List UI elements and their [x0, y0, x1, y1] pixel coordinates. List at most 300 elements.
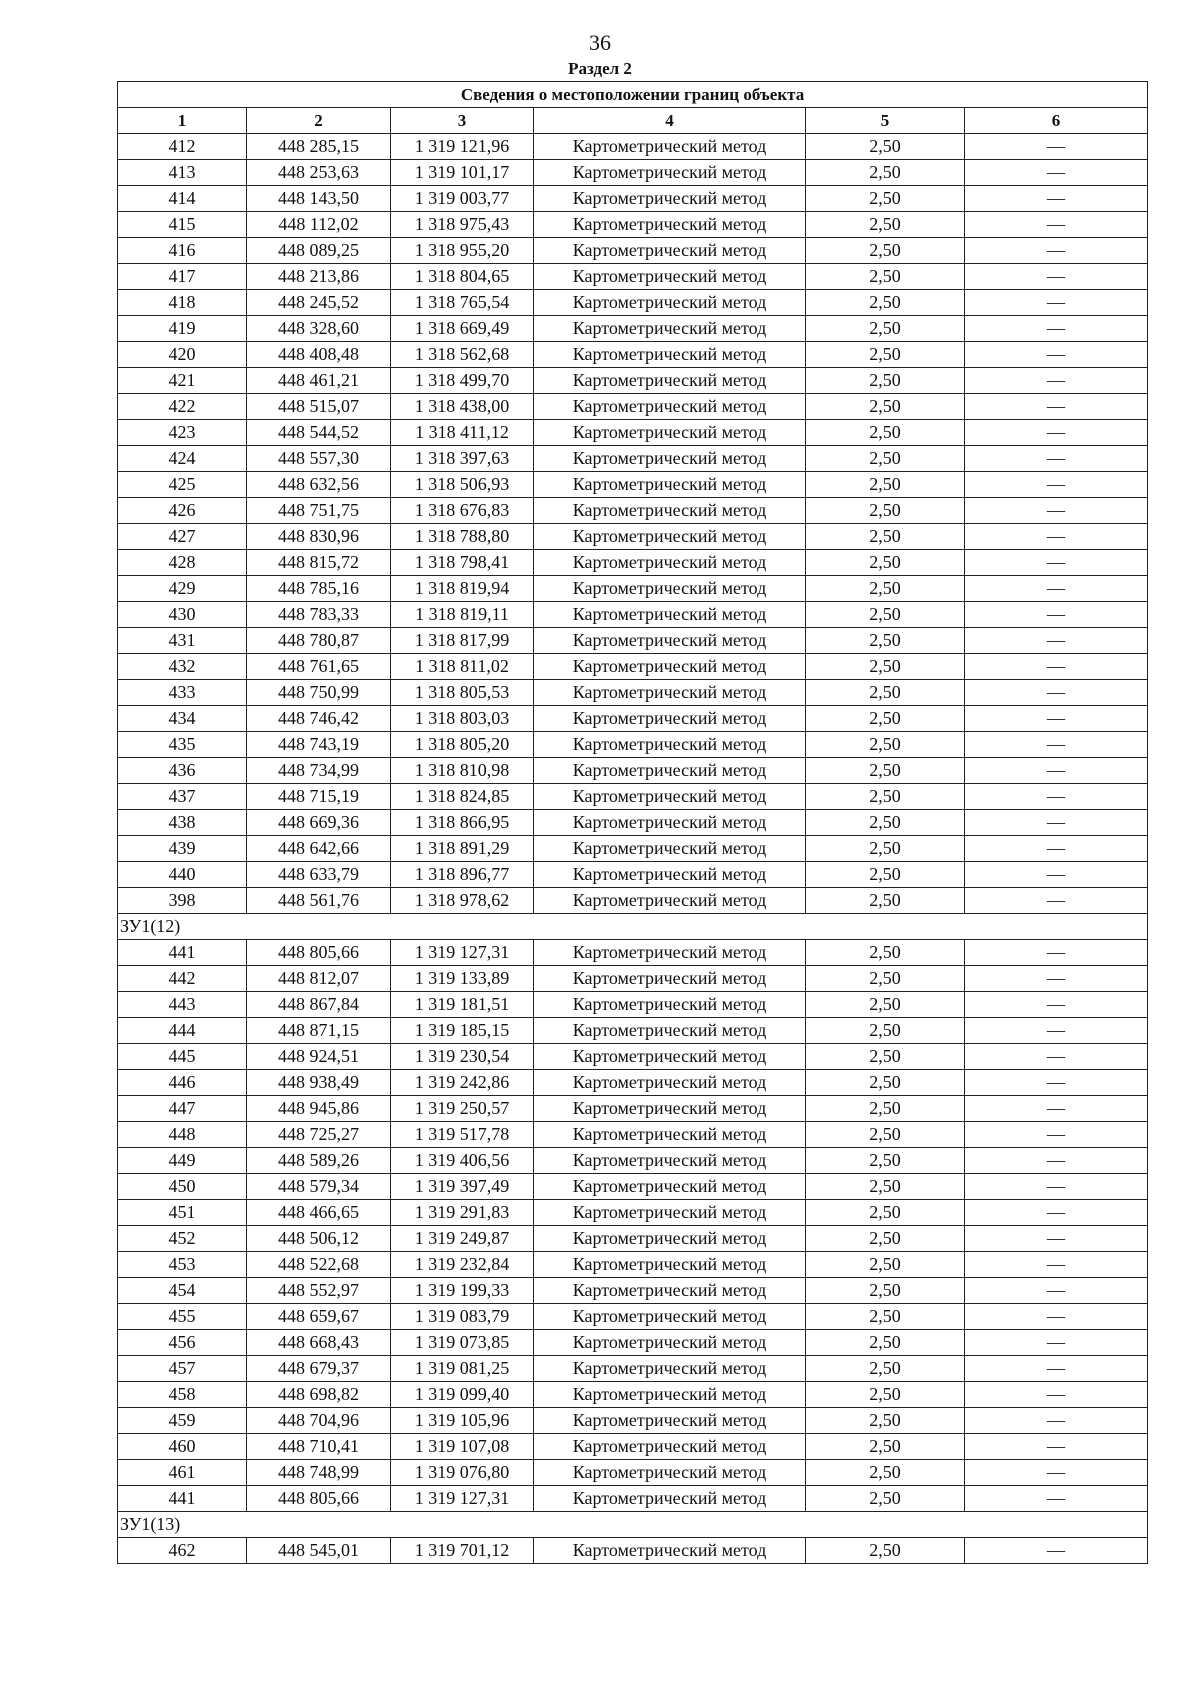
description-cell: — — [965, 758, 1148, 784]
description-cell: — — [965, 316, 1148, 342]
x-coordinate-cell: 448 945,86 — [247, 1096, 391, 1122]
page-number: 36 — [589, 30, 611, 55]
table-row — [118, 1200, 1148, 1226]
column-header: 4 — [534, 108, 806, 134]
x-coordinate-cell: 448 544,52 — [247, 420, 391, 446]
group-row — [118, 1512, 1148, 1538]
point-number-cell: 413 — [118, 160, 247, 186]
point-number-cell: 427 — [118, 524, 247, 550]
description-cell: — — [965, 862, 1148, 888]
method-cell: Картометрический метод — [534, 940, 806, 966]
point-number-cell: 422 — [118, 394, 247, 420]
method-cell: Картометрический метод — [534, 1486, 806, 1512]
table-row — [118, 342, 1148, 368]
y-coordinate-cell: 1 318 896,77 — [391, 862, 534, 888]
point-number-cell: 447 — [118, 1096, 247, 1122]
description-cell: — — [965, 160, 1148, 186]
x-coordinate-cell: 448 805,66 — [247, 1486, 391, 1512]
point-number-cell: 454 — [118, 1278, 247, 1304]
description-cell: — — [965, 238, 1148, 264]
y-coordinate-cell: 1 319 127,31 — [391, 1486, 534, 1512]
y-coordinate-cell: 1 319 083,79 — [391, 1304, 534, 1330]
y-coordinate-cell: 1 319 181,51 — [391, 992, 534, 1018]
method-cell: Картометрический метод — [534, 186, 806, 212]
accuracy-cell: 2,50 — [806, 420, 965, 446]
accuracy-cell: 2,50 — [806, 524, 965, 550]
description-cell: — — [965, 1044, 1148, 1070]
description-cell: — — [965, 1382, 1148, 1408]
accuracy-cell: 2,50 — [806, 186, 965, 212]
accuracy-cell: 2,50 — [806, 706, 965, 732]
method-cell: Картометрический метод — [534, 706, 806, 732]
method-cell: Картометрический метод — [534, 524, 806, 550]
description-cell: — — [965, 1070, 1148, 1096]
y-coordinate-cell: 1 318 397,63 — [391, 446, 534, 472]
table-row — [118, 420, 1148, 446]
x-coordinate-cell: 448 213,86 — [247, 264, 391, 290]
y-coordinate-cell: 1 319 230,54 — [391, 1044, 534, 1070]
x-coordinate-cell: 448 924,51 — [247, 1044, 391, 1070]
accuracy-cell: 2,50 — [806, 732, 965, 758]
column-number-row — [118, 108, 1148, 134]
column-header: 2 — [247, 108, 391, 134]
y-coordinate-cell: 1 319 133,89 — [391, 966, 534, 992]
y-coordinate-cell: 1 319 101,17 — [391, 160, 534, 186]
method-cell: Картометрический метод — [534, 420, 806, 446]
y-coordinate-cell: 1 318 438,00 — [391, 394, 534, 420]
y-coordinate-cell: 1 318 866,95 — [391, 810, 534, 836]
method-cell: Картометрический метод — [534, 1044, 806, 1070]
y-coordinate-cell: 1 318 891,29 — [391, 836, 534, 862]
table-caption: Сведения о местоположении границ объекта — [118, 82, 1148, 108]
method-cell: Картометрический метод — [534, 1538, 806, 1564]
x-coordinate-cell: 448 589,26 — [247, 1148, 391, 1174]
description-cell: — — [965, 1304, 1148, 1330]
method-cell: Картометрический метод — [534, 446, 806, 472]
accuracy-cell: 2,50 — [806, 1330, 965, 1356]
description-cell: — — [965, 654, 1148, 680]
point-number-cell: 430 — [118, 602, 247, 628]
x-coordinate-cell: 448 698,82 — [247, 1382, 391, 1408]
table-row — [118, 680, 1148, 706]
x-coordinate-cell: 448 659,67 — [247, 1304, 391, 1330]
point-number-cell: 452 — [118, 1226, 247, 1252]
y-coordinate-cell: 1 318 798,41 — [391, 550, 534, 576]
description-cell: — — [965, 134, 1148, 160]
point-number-cell: 428 — [118, 550, 247, 576]
y-coordinate-cell: 1 319 105,96 — [391, 1408, 534, 1434]
description-cell: — — [965, 1408, 1148, 1434]
point-number-cell: 398 — [118, 888, 247, 914]
table-row — [118, 576, 1148, 602]
point-number-cell: 451 — [118, 1200, 247, 1226]
description-cell: — — [965, 1330, 1148, 1356]
y-coordinate-cell: 1 318 805,20 — [391, 732, 534, 758]
accuracy-cell: 2,50 — [806, 628, 965, 654]
description-cell: — — [965, 394, 1148, 420]
method-cell: Картометрический метод — [534, 394, 806, 420]
table-row — [118, 654, 1148, 680]
point-number-cell: 450 — [118, 1174, 247, 1200]
point-number-cell: 456 — [118, 1330, 247, 1356]
point-number-cell: 425 — [118, 472, 247, 498]
point-number-cell: 418 — [118, 290, 247, 316]
table-row — [118, 186, 1148, 212]
accuracy-cell: 2,50 — [806, 888, 965, 914]
method-cell: Картометрический метод — [534, 1174, 806, 1200]
x-coordinate-cell: 448 748,99 — [247, 1460, 391, 1486]
method-cell: Картометрический метод — [534, 212, 806, 238]
y-coordinate-cell: 1 318 803,03 — [391, 706, 534, 732]
point-number-cell: 423 — [118, 420, 247, 446]
accuracy-cell: 2,50 — [806, 758, 965, 784]
table-row — [118, 628, 1148, 654]
x-coordinate-cell: 448 506,12 — [247, 1226, 391, 1252]
method-cell: Картометрический метод — [534, 550, 806, 576]
point-number-cell: 419 — [118, 316, 247, 342]
table-row — [118, 212, 1148, 238]
description-cell: — — [965, 628, 1148, 654]
method-cell: Картометрический метод — [534, 836, 806, 862]
description-cell: — — [965, 1460, 1148, 1486]
description-cell: — — [965, 1434, 1148, 1460]
y-coordinate-cell: 1 319 242,86 — [391, 1070, 534, 1096]
table-row — [118, 1538, 1148, 1564]
method-cell: Картометрический метод — [534, 1304, 806, 1330]
point-number-cell: 446 — [118, 1070, 247, 1096]
table-row — [118, 1278, 1148, 1304]
y-coordinate-cell: 1 319 127,31 — [391, 940, 534, 966]
description-cell: — — [965, 602, 1148, 628]
point-number-cell: 421 — [118, 368, 247, 394]
x-coordinate-cell: 448 579,34 — [247, 1174, 391, 1200]
table-row — [118, 1070, 1148, 1096]
x-coordinate-cell: 448 812,07 — [247, 966, 391, 992]
point-number-cell: 462 — [118, 1538, 247, 1564]
table-row — [118, 1018, 1148, 1044]
method-cell: Картометрический метод — [534, 134, 806, 160]
point-number-cell: 426 — [118, 498, 247, 524]
y-coordinate-cell: 1 319 199,33 — [391, 1278, 534, 1304]
method-cell: Картометрический метод — [534, 784, 806, 810]
y-coordinate-cell: 1 319 076,80 — [391, 1460, 534, 1486]
point-number-cell: 449 — [118, 1148, 247, 1174]
y-coordinate-cell: 1 319 291,83 — [391, 1200, 534, 1226]
accuracy-cell: 2,50 — [806, 1356, 965, 1382]
point-number-cell: 416 — [118, 238, 247, 264]
accuracy-cell: 2,50 — [806, 836, 965, 862]
y-coordinate-cell: 1 318 765,54 — [391, 290, 534, 316]
table-row — [118, 498, 1148, 524]
accuracy-cell: 2,50 — [806, 238, 965, 264]
table-row — [118, 368, 1148, 394]
column-header: 6 — [965, 108, 1148, 134]
x-coordinate-cell: 448 408,48 — [247, 342, 391, 368]
method-cell: Картометрический метод — [534, 862, 806, 888]
method-cell: Картометрический метод — [534, 472, 806, 498]
method-cell: Картометрический метод — [534, 1382, 806, 1408]
description-cell: — — [965, 732, 1148, 758]
method-cell: Картометрический метод — [534, 368, 806, 394]
method-cell: Картометрический метод — [534, 810, 806, 836]
x-coordinate-cell: 448 867,84 — [247, 992, 391, 1018]
table-row — [118, 134, 1148, 160]
y-coordinate-cell: 1 318 804,65 — [391, 264, 534, 290]
accuracy-cell: 2,50 — [806, 1408, 965, 1434]
x-coordinate-cell: 448 785,16 — [247, 576, 391, 602]
table-row — [118, 550, 1148, 576]
method-cell: Картометрический метод — [534, 966, 806, 992]
x-coordinate-cell: 448 561,76 — [247, 888, 391, 914]
point-number-cell: 444 — [118, 1018, 247, 1044]
description-cell: — — [965, 966, 1148, 992]
table-row — [118, 1226, 1148, 1252]
x-coordinate-cell: 448 285,15 — [247, 134, 391, 160]
description-cell: — — [965, 576, 1148, 602]
table-row — [118, 810, 1148, 836]
y-coordinate-cell: 1 319 397,49 — [391, 1174, 534, 1200]
accuracy-cell: 2,50 — [806, 654, 965, 680]
method-cell: Картометрический метод — [534, 1252, 806, 1278]
table-row — [118, 238, 1148, 264]
accuracy-cell: 2,50 — [806, 1538, 965, 1564]
x-coordinate-cell: 448 466,65 — [247, 1200, 391, 1226]
method-cell: Картометрический метод — [534, 1356, 806, 1382]
table-row — [118, 524, 1148, 550]
y-coordinate-cell: 1 319 107,08 — [391, 1434, 534, 1460]
description-cell: — — [965, 1252, 1148, 1278]
method-cell: Картометрический метод — [534, 1070, 806, 1096]
method-cell: Картометрический метод — [534, 1278, 806, 1304]
y-coordinate-cell: 1 319 249,87 — [391, 1226, 534, 1252]
accuracy-cell: 2,50 — [806, 316, 965, 342]
method-cell: Картометрический метод — [534, 628, 806, 654]
table-row — [118, 1382, 1148, 1408]
method-cell: Картометрический метод — [534, 498, 806, 524]
accuracy-cell: 2,50 — [806, 784, 965, 810]
accuracy-cell: 2,50 — [806, 1174, 965, 1200]
method-cell: Картометрический метод — [534, 888, 806, 914]
table-body — [118, 134, 1148, 1564]
table-row — [118, 888, 1148, 914]
y-coordinate-cell: 1 318 810,98 — [391, 758, 534, 784]
table-row — [118, 862, 1148, 888]
table-row — [118, 160, 1148, 186]
column-header: 1 — [118, 108, 247, 134]
point-number-cell: 429 — [118, 576, 247, 602]
point-number-cell: 459 — [118, 1408, 247, 1434]
x-coordinate-cell: 448 761,65 — [247, 654, 391, 680]
accuracy-cell: 2,50 — [806, 1382, 965, 1408]
description-cell: — — [965, 186, 1148, 212]
x-coordinate-cell: 448 938,49 — [247, 1070, 391, 1096]
x-coordinate-cell: 448 734,99 — [247, 758, 391, 784]
description-cell: — — [965, 420, 1148, 446]
accuracy-cell: 2,50 — [806, 1122, 965, 1148]
x-coordinate-cell: 448 632,56 — [247, 472, 391, 498]
x-coordinate-cell: 448 545,01 — [247, 1538, 391, 1564]
method-cell: Картометрический метод — [534, 758, 806, 784]
x-coordinate-cell: 448 783,33 — [247, 602, 391, 628]
table-row — [118, 992, 1148, 1018]
description-cell: — — [965, 1096, 1148, 1122]
section-title: Раздел 2 — [568, 59, 632, 78]
y-coordinate-cell: 1 319 232,84 — [391, 1252, 534, 1278]
description-cell: — — [965, 264, 1148, 290]
point-number-cell: 442 — [118, 966, 247, 992]
y-coordinate-cell: 1 318 819,11 — [391, 602, 534, 628]
accuracy-cell: 2,50 — [806, 992, 965, 1018]
point-number-cell: 439 — [118, 836, 247, 862]
table-row — [118, 1044, 1148, 1070]
y-coordinate-cell: 1 318 499,70 — [391, 368, 534, 394]
y-coordinate-cell: 1 318 805,53 — [391, 680, 534, 706]
table-row — [118, 472, 1148, 498]
table-row — [118, 1096, 1148, 1122]
table-row — [118, 316, 1148, 342]
y-coordinate-cell: 1 319 701,12 — [391, 1538, 534, 1564]
point-number-cell: 453 — [118, 1252, 247, 1278]
y-coordinate-cell: 1 318 824,85 — [391, 784, 534, 810]
method-cell: Картометрический метод — [534, 264, 806, 290]
accuracy-cell: 2,50 — [806, 680, 965, 706]
accuracy-cell: 2,50 — [806, 1200, 965, 1226]
table-row — [118, 1434, 1148, 1460]
accuracy-cell: 2,50 — [806, 160, 965, 186]
accuracy-cell: 2,50 — [806, 810, 965, 836]
accuracy-cell: 2,50 — [806, 212, 965, 238]
description-cell: — — [965, 1148, 1148, 1174]
y-coordinate-cell: 1 318 975,43 — [391, 212, 534, 238]
x-coordinate-cell: 448 710,41 — [247, 1434, 391, 1460]
y-coordinate-cell: 1 319 081,25 — [391, 1356, 534, 1382]
method-cell: Картометрический метод — [534, 1434, 806, 1460]
method-cell: Картометрический метод — [534, 680, 806, 706]
column-header: 3 — [391, 108, 534, 134]
table-row — [118, 1486, 1148, 1512]
x-coordinate-cell: 448 743,19 — [247, 732, 391, 758]
y-coordinate-cell: 1 319 517,78 — [391, 1122, 534, 1148]
point-number-cell: 435 — [118, 732, 247, 758]
method-cell: Картометрический метод — [534, 992, 806, 1018]
x-coordinate-cell: 448 143,50 — [247, 186, 391, 212]
point-number-cell: 460 — [118, 1434, 247, 1460]
x-coordinate-cell: 448 245,52 — [247, 290, 391, 316]
accuracy-cell: 2,50 — [806, 550, 965, 576]
x-coordinate-cell: 448 715,19 — [247, 784, 391, 810]
table-row — [118, 1304, 1148, 1330]
y-coordinate-cell: 1 318 669,49 — [391, 316, 534, 342]
table-row — [118, 706, 1148, 732]
group-label: ЗУ1(12) — [118, 914, 1148, 940]
description-cell: — — [965, 1174, 1148, 1200]
description-cell: — — [965, 498, 1148, 524]
method-cell: Картометрический метод — [534, 1200, 806, 1226]
x-coordinate-cell: 448 668,43 — [247, 1330, 391, 1356]
accuracy-cell: 2,50 — [806, 1148, 965, 1174]
accuracy-cell: 2,50 — [806, 1096, 965, 1122]
table-row — [118, 394, 1148, 420]
method-cell: Картометрический метод — [534, 238, 806, 264]
description-cell: — — [965, 550, 1148, 576]
method-cell: Картометрический метод — [534, 1096, 806, 1122]
table-row — [118, 1408, 1148, 1434]
method-cell: Картометрический метод — [534, 1122, 806, 1148]
point-number-cell: 420 — [118, 342, 247, 368]
y-coordinate-cell: 1 319 406,56 — [391, 1148, 534, 1174]
y-coordinate-cell: 1 318 788,80 — [391, 524, 534, 550]
point-number-cell: 417 — [118, 264, 247, 290]
description-cell: — — [965, 212, 1148, 238]
table-row — [118, 1148, 1148, 1174]
x-coordinate-cell: 448 669,36 — [247, 810, 391, 836]
description-cell: — — [965, 1486, 1148, 1512]
point-number-cell: 434 — [118, 706, 247, 732]
x-coordinate-cell: 448 552,97 — [247, 1278, 391, 1304]
boundary-coordinates-table — [117, 81, 1148, 1564]
accuracy-cell: 2,50 — [806, 1226, 965, 1252]
accuracy-cell: 2,50 — [806, 446, 965, 472]
group-label: ЗУ1(13) — [118, 1512, 1148, 1538]
accuracy-cell: 2,50 — [806, 1304, 965, 1330]
accuracy-cell: 2,50 — [806, 368, 965, 394]
description-cell: — — [965, 836, 1148, 862]
table-row — [118, 290, 1148, 316]
method-cell: Картометрический метод — [534, 654, 806, 680]
description-cell: — — [965, 1278, 1148, 1304]
point-number-cell: 433 — [118, 680, 247, 706]
table-caption-row — [118, 82, 1148, 108]
x-coordinate-cell: 448 805,66 — [247, 940, 391, 966]
method-cell: Картометрический метод — [534, 576, 806, 602]
y-coordinate-cell: 1 318 811,02 — [391, 654, 534, 680]
description-cell: — — [965, 1226, 1148, 1252]
table-row — [118, 1356, 1148, 1382]
y-coordinate-cell: 1 318 562,68 — [391, 342, 534, 368]
point-number-cell: 441 — [118, 940, 247, 966]
accuracy-cell: 2,50 — [806, 576, 965, 602]
method-cell: Картометрический метод — [534, 1408, 806, 1434]
description-cell: — — [965, 524, 1148, 550]
x-coordinate-cell: 448 871,15 — [247, 1018, 391, 1044]
x-coordinate-cell: 448 112,02 — [247, 212, 391, 238]
accuracy-cell: 2,50 — [806, 264, 965, 290]
table-row — [118, 784, 1148, 810]
x-coordinate-cell: 448 461,21 — [247, 368, 391, 394]
accuracy-cell: 2,50 — [806, 1278, 965, 1304]
x-coordinate-cell: 448 780,87 — [247, 628, 391, 654]
y-coordinate-cell: 1 319 099,40 — [391, 1382, 534, 1408]
accuracy-cell: 2,50 — [806, 342, 965, 368]
accuracy-cell: 2,50 — [806, 1018, 965, 1044]
description-cell: — — [965, 706, 1148, 732]
table-row — [118, 732, 1148, 758]
accuracy-cell: 2,50 — [806, 602, 965, 628]
group-row — [118, 914, 1148, 940]
description-cell: — — [965, 940, 1148, 966]
x-coordinate-cell: 448 830,96 — [247, 524, 391, 550]
description-cell: — — [965, 1018, 1148, 1044]
table-row — [118, 940, 1148, 966]
point-number-cell: 438 — [118, 810, 247, 836]
accuracy-cell: 2,50 — [806, 1434, 965, 1460]
point-number-cell: 436 — [118, 758, 247, 784]
accuracy-cell: 2,50 — [806, 1460, 965, 1486]
point-number-cell: 432 — [118, 654, 247, 680]
x-coordinate-cell: 448 515,07 — [247, 394, 391, 420]
table-row — [118, 1460, 1148, 1486]
x-coordinate-cell: 448 522,68 — [247, 1252, 391, 1278]
